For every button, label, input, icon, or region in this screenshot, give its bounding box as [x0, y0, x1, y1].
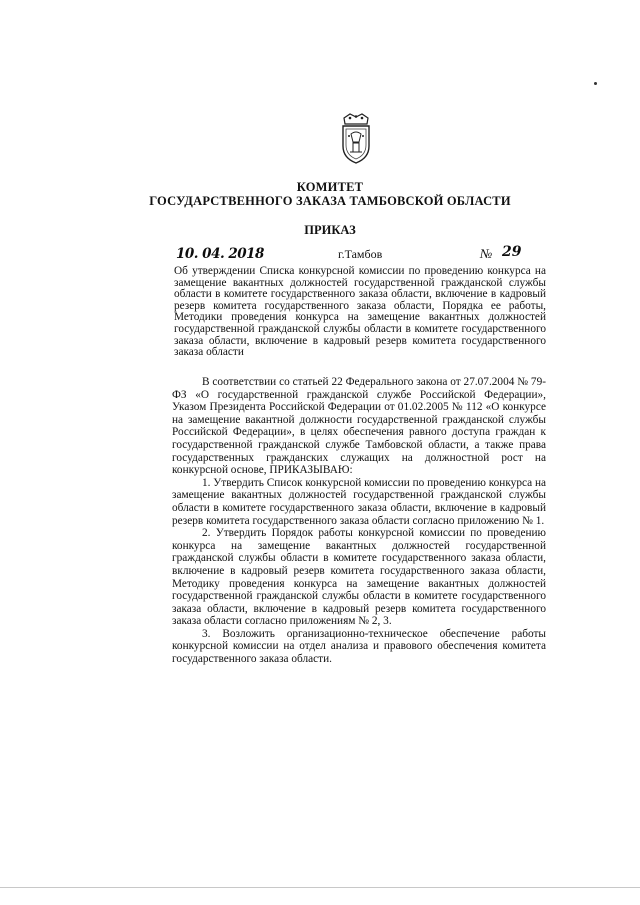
- order-item-2: 2. Утвердить Порядок работы конкурсной комиссии по проведению конкурса на замещение вакантных должностей государственной гражданской службы области в комитете государственного заказа области, включение в кадровый резерв комитета государственного заказа области, Методику проведения конкурса на замещение вакантных должностей государственной гражданской службы области в комитете государственного заказа области, включение в кадровый резерв комитета государственного заказа области согласно приложениям № 2, 3.: [172, 527, 546, 628]
- order-body: [172, 376, 546, 666]
- organization-name-line-1: КОМИТЕТ: [296, 180, 364, 194]
- preamble-paragraph: В соответствии со статьей 22 Федерального закона от 27.07.2004 № 79-ФЗ «О государственной гражданской службе Российской Федерации», Указом Президента Российской Федерации от 01.02.2005 № 112 «О конкурсе на замещение вакантной должности государственной гражданской службы Российской Федерации», в целях обеспечения равного доступа граждан к государственной гражданской службе Тамбовской области, а также права государственных гражданских служащих на должностной рост на конкурсной основе, ПРИКАЗЫВАЮ:: [172, 376, 546, 477]
- order-subject: Об утверждении Списка конкурсной комиссии по проведению конкурса на замещение вакантных должностей государственной гражданской службы области в комитете государственного заказа области, включение в кадровый резерв комитета государственного заказа области, Порядка ее работы, Методики проведения конкурса на замещение вакантных должностей государственной гражданской службы области в комитете государственного заказа области, включение в кадровый резерв комитета государственного заказа области: [174, 265, 546, 359]
- order-item-1: 1. Утвердить Список конкурсной комиссии по проведению конкурса на замещение вакантных должностей государственной гражданской службы области в комитете государственного заказа области, включение в кадровый резерв комитета государственного заказа области согласно приложению № 1.: [172, 476, 547, 527]
- organization-name-line-2: ГОСУДАРСТВЕННОГО ЗАКАЗА ТАМБОВСКОЙ ОБЛАСТИ: [149, 194, 511, 208]
- number-label: №: [480, 246, 493, 261]
- order-item-3: 3. Возложить организационно-техническое обеспечение работы конкурсной комиссии на отдел анализа и правового обеспечения комитета государственного заказа области.: [172, 627, 546, 666]
- handwritten-date: 10. 04. 2018: [176, 246, 264, 262]
- coat-of-arms-icon: [336, 112, 376, 166]
- city-name: г.Тамбов: [338, 247, 383, 261]
- handwritten-order-number: 29: [502, 244, 522, 260]
- scan-speck: [594, 82, 597, 85]
- document-type-title: ПРИКАЗ: [304, 223, 356, 237]
- scan-edge-line: [0, 887, 640, 888]
